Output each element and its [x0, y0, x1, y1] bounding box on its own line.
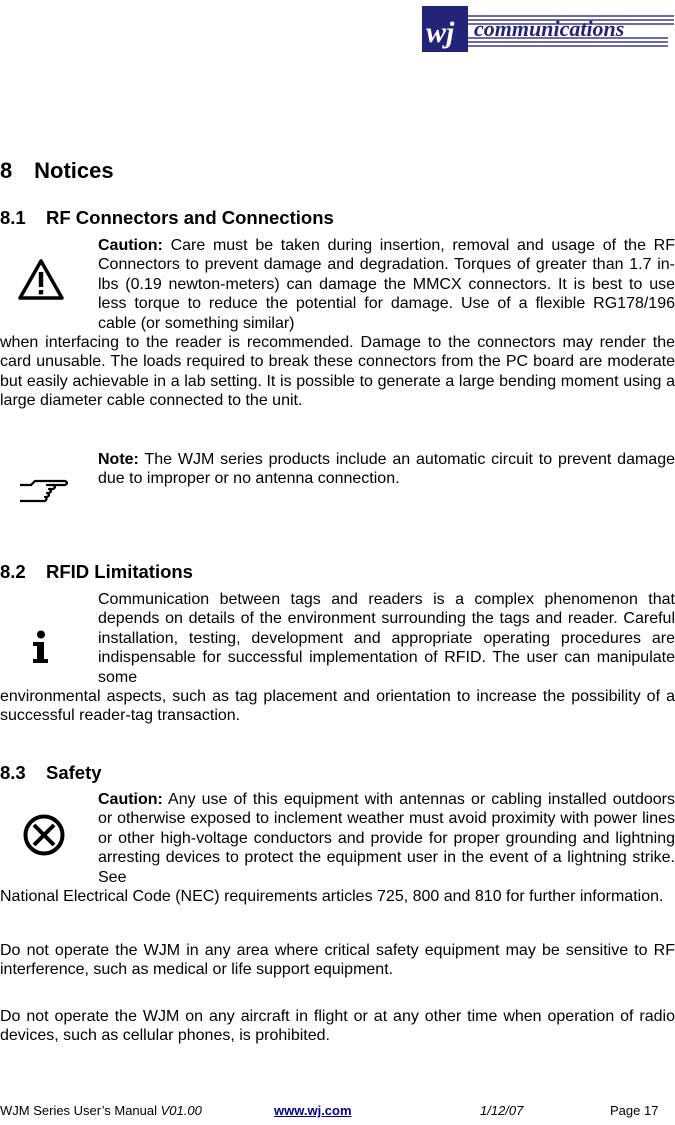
rfid-limitations-text: Communication between tags and readers is a complex phenomenon that depends on details of the environment surrounding the tags and reader. Careful installation, testing, development and appropriate operating procedures are indispensable for successful implementation of RFID. The user can manipulate some [98, 591, 675, 686]
safety-rf-interference-text: Do not operate the WJM in any area where critical safety equipment may be sensitive to RF interference, such as medical or life support equipment. [0, 942, 675, 979]
info-icon [29, 630, 53, 669]
rf-note-text: Note: The WJM series products include an automatic circuit to prevent damage due to improper or no antenna connection. [98, 451, 675, 488]
footer-manual-title: WJM Series User’s Manual V01.00 [0, 1103, 202, 1118]
rfid-limitations-continuation: environmental aspects, such as tag placement and orientation to increase the possibility of a successful reader-tag transaction. [0, 688, 675, 725]
safety-caution-continuation: National Electrical Code (NEC) requirements articles 725, 800 and 810 for further information. [0, 888, 664, 905]
subsection-heading-8-1: 8.1 RF Connectors and Connections [0, 207, 334, 228]
logo-text: communications [474, 16, 625, 41]
logo-mark: wj [426, 16, 455, 49]
footer-date: 1/12/07 [480, 1103, 524, 1118]
subsection-heading-8-3: 8.3 Safety [0, 762, 102, 783]
footer-url[interactable]: www.wj.com [274, 1103, 352, 1118]
footer-page-number: Page 17 [610, 1103, 659, 1118]
safety-caution-text: Caution: Any use of this equipment with antennas or cabling installed outdoors or otherwise exposed to inclement weather must avoid proximity with power lines or other high-voltage conductors and provide for proper grounding and lightning arresting devices to protect the equipment user in the event of a lightning strike. See [98, 791, 675, 886]
company-logo [418, 4, 674, 54]
pointing-hand-icon [17, 475, 71, 514]
safety-aircraft-text: Do not operate the WJM on any aircraft in flight or at any other time when operation of radio devices, such as cellular phones, is prohibited. [0, 1008, 675, 1045]
prohibited-icon [22, 813, 66, 862]
rf-caution-continuation: when interfacing to the reader is recommended. Damage to the connectors may render the card unusable. The loads required to break these connectors from the PC board are moderate but easily achievable in a lab setting. It is possible to generate a large bending moment using a large diameter cable connected to the unit. [0, 334, 675, 410]
section-heading: 8 Notices [0, 158, 114, 183]
warning-triangle-icon [17, 258, 65, 307]
subsection-heading-8-2: 8.2 RFID Limitations [0, 561, 193, 582]
rf-caution-text: Caution: Care must be taken during insertion, removal and usage of the RF Connectors to prevent damage and degradation. Torques of greater than 1.7 in-lbs (0.19 newton-meters) can damage the MMCX connectors. It is best to use less torque to reduce the potential for damage. Use of a flexible RG178/196 cable (or something similar) [98, 237, 675, 332]
